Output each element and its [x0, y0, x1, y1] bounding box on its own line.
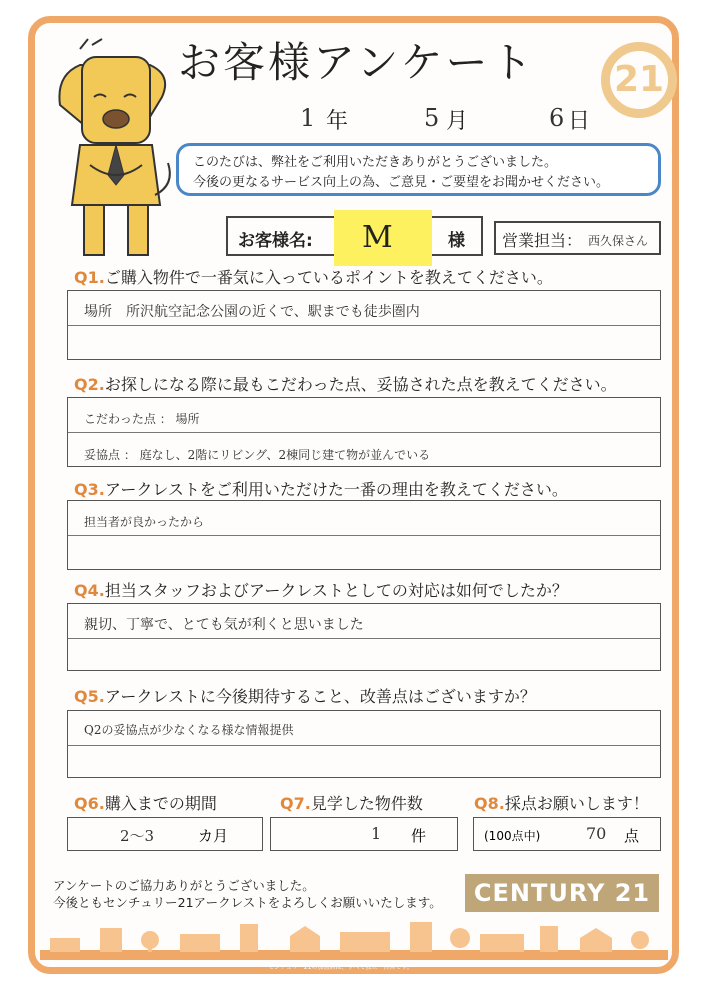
answer-4-line-1: 親切、丁寧で、とても気が利くと思いました — [84, 617, 364, 633]
question-4: Q4.担当スタッフおよびアークレストとしての対応は如何でしたか？ — [74, 581, 568, 600]
viewings-value: 1 — [371, 824, 382, 843]
question-1: Q1.ご購入物件で一番気に入っているポイントを教えてください。 — [74, 268, 553, 287]
period-box — [67, 817, 263, 851]
copyright-note: センチュリー21の加盟店は、すべて独立・自営です。 — [268, 964, 413, 971]
score-box — [473, 817, 661, 851]
sales-staff-name: 西久保さん — [588, 234, 649, 248]
dog-mascot-illustration — [50, 35, 180, 260]
viewings-unit: 件 — [411, 827, 427, 845]
viewings-box — [270, 817, 458, 851]
answer-box-3 — [67, 500, 661, 570]
question-7: Q7.見学した物件数 — [280, 794, 423, 813]
survey-title: お客様アンケート — [178, 38, 536, 87]
answer-1-line-1: 場所 所沢航空記念公園の近くで、駅までも徒歩圏内 — [84, 304, 420, 320]
answer-3-line-1: 担当者が良かったから — [84, 515, 205, 529]
greeting-bubble — [176, 143, 661, 196]
question-8: Q8.採点お願いします！ — [474, 794, 649, 813]
answer-2-line-1: こだわった点 ： 場所 — [84, 412, 200, 426]
customer-name-value: M — [362, 220, 393, 255]
answer-2-line-2: 妥協点 ： 庭なし、2階にリビング、2棟同じ建て物が並んでいる — [84, 448, 431, 462]
answer-box-2 — [67, 397, 661, 467]
period-unit: カ月 — [198, 827, 229, 845]
score-prefix: (100点中) — [484, 829, 541, 843]
logo-text: 21 — [613, 59, 665, 100]
date-month-value: 5 — [424, 104, 440, 132]
date-year-label: 年 — [326, 109, 349, 134]
answer-box-4 — [67, 603, 661, 671]
customer-name-box — [226, 216, 483, 256]
answer-box-5 — [67, 710, 661, 778]
score-unit: 点 — [624, 827, 640, 845]
footer-request: 今後ともセンチュリー21アークレストをよろしくお願いいたします。 — [53, 895, 442, 910]
customer-name-label: お客様名: — [238, 231, 313, 251]
date-day-value: 6 — [549, 104, 565, 132]
greeting-line-2: 今後の更なるサービス向上の為、ご意見・ご要望をお聞かせください。 — [193, 175, 610, 190]
date-day-label: 日 — [568, 109, 591, 134]
century21-brand-logo: CENTURY 21 — [465, 874, 659, 912]
answer-5-line-1: Q2の妥協点が少なくなる様な情報提供 — [84, 723, 294, 737]
date-year-value: 1 — [300, 104, 316, 132]
period-value: 2～3 — [120, 827, 155, 845]
question-6: Q6.購入までの期間 — [74, 794, 217, 813]
answer-box-1 — [67, 290, 661, 360]
customer-name-suffix: 様 — [448, 231, 465, 251]
question-5: Q5.アークレストに今後期待すること、改善点はございますか？ — [74, 687, 536, 706]
question-3: Q3.アークレストをご利用いただけた一番の理由を教えてください。 — [74, 480, 568, 499]
footer-thanks: アンケートのご協力ありがとうございました。 — [53, 878, 315, 893]
date-month-label: 月 — [446, 109, 469, 134]
townscape-illustration — [40, 920, 668, 960]
question-2: Q2.お探しになる際に最もこだわった点、妥協された点を教えてください。 — [74, 375, 617, 394]
sales-staff-label: 営業担当： — [502, 231, 583, 250]
sales-staff-box — [494, 221, 661, 255]
century21-logo-icon — [601, 42, 677, 118]
score-value: 70 — [586, 824, 607, 843]
greeting-line-1: このたびは、弊社をご利用いただきありがとうございました。 — [193, 155, 558, 170]
